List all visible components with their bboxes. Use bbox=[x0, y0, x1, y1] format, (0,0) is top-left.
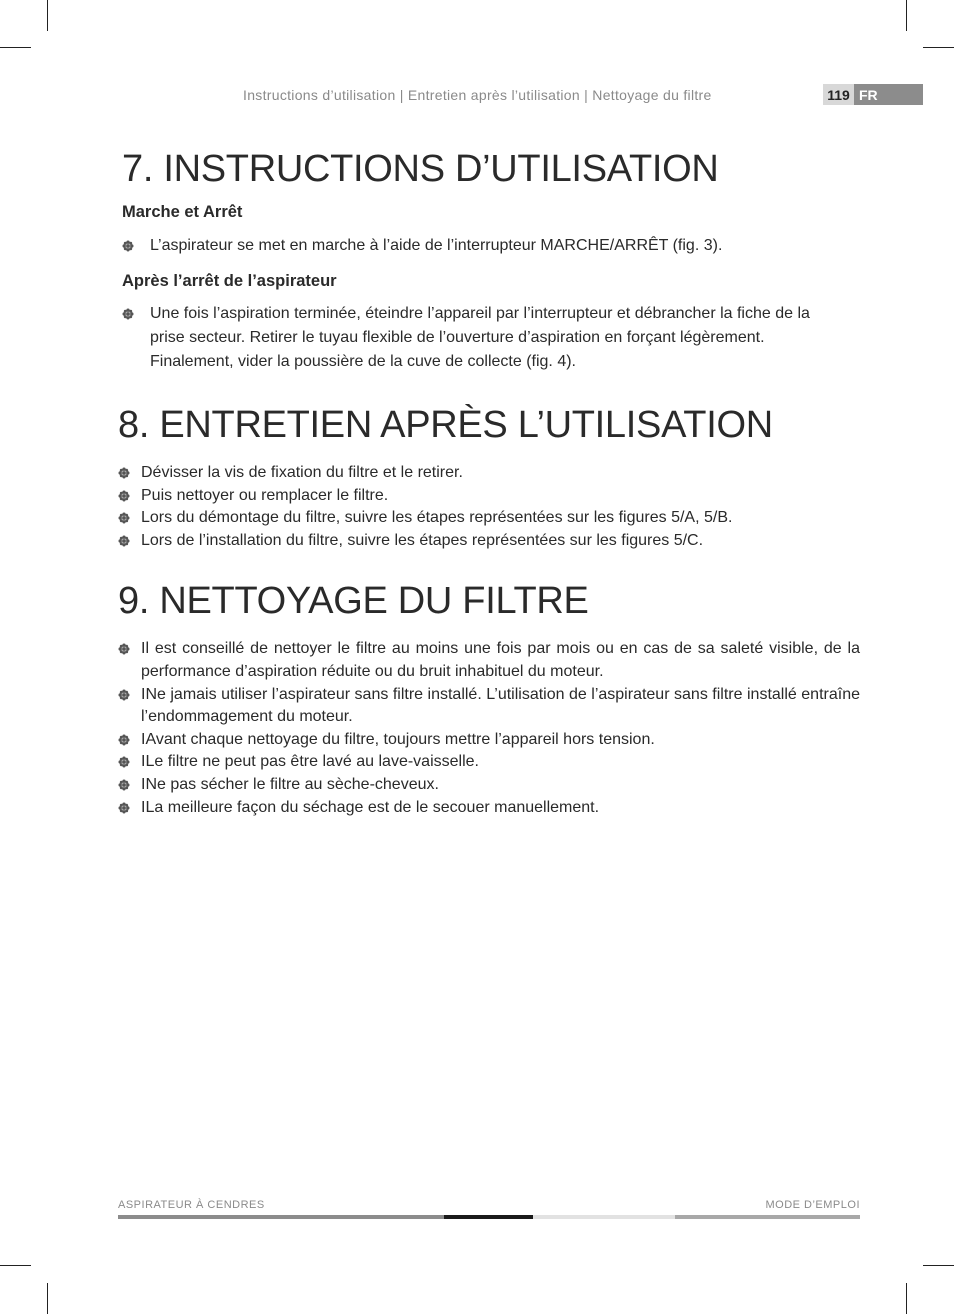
flower-bullet-icon bbox=[118, 779, 130, 791]
language-code: FR bbox=[854, 84, 923, 105]
crop-mark bbox=[923, 1265, 954, 1266]
list-item-text: Lors de l’installation du filtre, suivre les étapes représentées sur les figures 5/C. bbox=[141, 531, 704, 549]
crop-mark bbox=[47, 0, 48, 31]
crop-mark bbox=[0, 1265, 31, 1266]
flower-bullet-icon bbox=[118, 467, 130, 479]
list-item-text: Lors du démontage du filtre, suivre les étapes représentées sur les figures 5/A, 5/B. bbox=[141, 509, 733, 527]
page-content bbox=[118, 150, 860, 819]
list-item-text: INe jamais utiliser l’aspirateur sans filtre installé. L’utilisation de l’aspirateur sans filtre installé entraîne l’endommagement du moteur. bbox=[141, 685, 860, 726]
flower-bullet-icon bbox=[118, 689, 130, 701]
subsection-heading-on-off: Marche et Arrêt bbox=[122, 203, 243, 221]
flower-bullet-icon bbox=[118, 756, 130, 768]
flower-bullet-icon bbox=[118, 802, 130, 814]
maintenance-list bbox=[118, 462, 860, 552]
list-item bbox=[118, 774, 860, 797]
section-title-7: 7. INSTRUCTIONS D’UTILISATION bbox=[122, 148, 719, 190]
page-number: 119 bbox=[823, 84, 854, 105]
list-item-text: Une fois l’aspiration terminée, éteindre l’appareil par l’interrupteur et débrancher la fiche de la prise secteur. Retirer le tuyau flexible de l’ouverture d’aspiration en forçant légèrement. Finalement, vider la poussière de la cuve de collecte (fig. 4). bbox=[150, 305, 810, 370]
list-item bbox=[118, 302, 818, 374]
flower-bullet-icon bbox=[118, 643, 130, 655]
after-stop-list bbox=[118, 302, 818, 374]
list-item bbox=[118, 638, 860, 683]
flower-bullet-icon bbox=[118, 535, 130, 547]
list-item bbox=[118, 729, 860, 752]
running-header: Instructions d’utilisation | Entretien après l’utilisation | Nettoyage du filtre bbox=[243, 87, 712, 103]
list-item-text: Dévisser la vis de fixation du filtre et le retirer. bbox=[141, 464, 463, 481]
list-item-text: Puis nettoyer ou remplacer le filtre. bbox=[141, 486, 389, 504]
crop-mark bbox=[0, 47, 31, 48]
section-title-8: 8. ENTRETIEN APRÈS L’UTILISATION bbox=[118, 404, 773, 446]
list-item bbox=[118, 530, 860, 553]
flower-bullet-icon bbox=[122, 308, 134, 320]
flower-bullet-icon bbox=[118, 734, 130, 746]
flower-bullet-icon bbox=[118, 512, 130, 524]
list-item-text: Il est conseillé de nettoyer le filtre au moins une fois par mois ou en cas de sa saleté visible, de la performance d’aspiration réduite ou du bruit inhabituel du moteur. bbox=[141, 640, 860, 680]
section-title-9: 9. NETTOYAGE DU FILTRE bbox=[118, 580, 589, 623]
list-item bbox=[118, 684, 860, 729]
flower-bullet-icon bbox=[122, 240, 134, 252]
list-item bbox=[118, 797, 860, 820]
subsection-heading-after-stop: Après l’arrêt de l’aspirateur bbox=[122, 272, 337, 290]
list-item-text: INe pas sécher le filtre au sèche-cheveux. bbox=[141, 775, 439, 793]
list-item bbox=[118, 507, 860, 530]
flower-bullet-icon bbox=[118, 490, 130, 502]
footer-product-name: ASPIRATEUR À CENDRES bbox=[118, 1199, 265, 1211]
page-tab bbox=[823, 84, 923, 105]
crop-mark bbox=[906, 1283, 907, 1314]
list-item bbox=[118, 751, 860, 774]
list-item-text: L’aspirateur se met en marche à l’aide de l’interrupteur MARCHE/ARRÊT (fig. 3). bbox=[150, 237, 723, 254]
on-off-list bbox=[118, 234, 860, 258]
list-item bbox=[118, 462, 860, 485]
footer-bar-segment bbox=[533, 1215, 675, 1219]
filter-cleaning-list bbox=[118, 638, 860, 819]
crop-mark bbox=[923, 47, 954, 48]
footer-bar-segment bbox=[675, 1215, 860, 1219]
list-item bbox=[118, 234, 860, 258]
list-item-text: ILa meilleure façon du séchage est de le secouer manuellement. bbox=[141, 798, 600, 816]
list-item-text: ILe filtre ne peut pas être lavé au lave-vaisselle. bbox=[141, 753, 479, 771]
footer-bar-segment bbox=[444, 1215, 533, 1219]
crop-mark bbox=[906, 0, 907, 31]
list-item bbox=[118, 485, 860, 508]
footer-manual-label: MODE D’EMPLOI bbox=[765, 1199, 860, 1211]
footer-bar-segment bbox=[118, 1215, 444, 1219]
list-item-text: IAvant chaque nettoyage du filtre, toujours mettre l’appareil hors tension. bbox=[141, 730, 655, 748]
crop-mark bbox=[47, 1283, 48, 1314]
